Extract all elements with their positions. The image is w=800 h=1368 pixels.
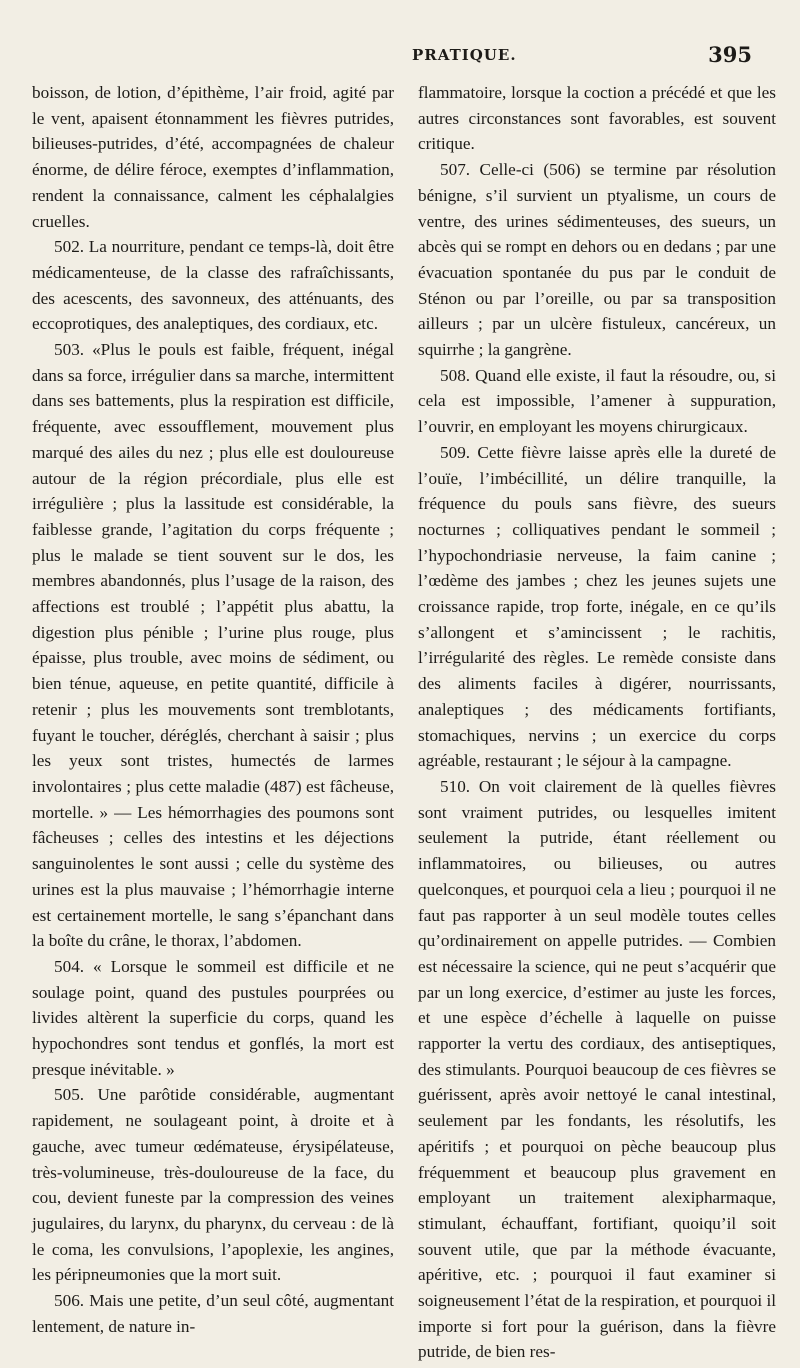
- paragraph: 509. Cette fièvre laisse après elle la dureté de l’ouïe, l’imbécillité, un délire tranquille, la fréquence du pouls sans fièvre, des sueurs nocturnes ; colliquatives pendant le sommeil ; l’hypochondriasie nerveuse, la faim canine ; l’œdème des jambes ; chez les jeunes sujets une croissance rapide, trop forte, inégale, en ce qu’ils s’allongent et s’amincissent ; le rachitis, l’irrégularité des règles. Le remède consiste dans des aliments faciles à digérer, nourrissants, analeptiques ; des médicaments fortifiants, stomachiques, nervins ; un exercice du corps agréable, restaurant ; le séjour à la campagne.: [418, 442, 776, 771]
- paragraph: 502. La nourriture, pendant ce temps-là, doit être médicamenteuse, de la classe des rafraîchissants, des acescents, des savonneux, des atténuants, des eccoprotiques, des analeptiques, des cordiaux, etc.: [32, 237, 394, 334]
- page-number: 395: [708, 42, 752, 67]
- left-column: [32, 80, 394, 1339]
- paragraph: 503. «Plus le pouls est faible, fréquent, inégal dans sa force, irrégulier dans sa marche, intermittent dans ses battements, plus la respiration est difficile, fréquente, avec essoufflement, mouvement plus marqué des ailes du nez ; plus elle est douloureuse autour de la région précordiale, plus elle est irrégulière ; plus la lassitude est considérable, la faiblesse grande, l’agitation du corps fréquente ; plus le malade se tient souvent sur le dos, les membres abandonnés, plus l’usage de la raison, des affections est troublé ; l’appétit plus abattu, la digestion plus pénible ; l’urine plus rouge, plus épaisse, plus trouble, avec moins de sédiment, ou bien ténue, aqueuse, en petite quantité, difficile à retenir ; plus les mouvements sont tremblotants, fuyant le toucher, déréglés, cherchant à saisir ; plus les yeux sont tristes, humectés de larmes involontaires ; plus cette maladie (487) est fâcheuse, mortelle. » — Les hémorrhagies des poumons sont fâcheuses ; celles des intestins et les déjections sanguinolentes le sont aussi ; celle du système des urines est la plus mauvaise ; l’hémorrhagie interne est certainement mortelle, le sang s’épanchant dans la boîte du crâne, le thorax, l’abdomen.: [32, 340, 394, 951]
- running-head: [0, 40, 800, 70]
- paragraph: 508. Quand elle existe, il faut la résoudre, ou, si cela est impossible, l’amener à suppuration, l’ouvrir, en employant les moyens chirurgicaux.: [418, 365, 776, 437]
- paragraph: 504. « Lorsque le sommeil est difficile et ne soulage point, quand des pustules pourprées ou livides altèrent la superficie du corps, quand les hypochondres sont tendus et gonflés, la mort est presque inévitable. »: [32, 956, 394, 1079]
- right-column: [418, 80, 776, 1365]
- paragraph: 510. On voit clairement de là quelles fièvres sont vraiment putrides, ou lesquelles imitent seulement la putride, étant réellement ou inflammatoires, ou bilieuses, ou autres quelconques, et pourquoi cela a lieu ; pourquoi il ne faut pas rapporter à un seul modèle toutes celles qu’ordinairement on appelle putrides. — Combien est nécessaire la science, qui ne peut s’acquérir que par un long exercice, d’estimer au juste les forces, et une espèce d’échelle à laquelle on puisse rapporter la vertu des cordiaux, des antiseptiques, des stimulants. Pourquoi beaucoup de ces fièvres se guérissent, après avoir nettoyé le canal intestinal, seulement par les fondants, les résolutifs, les apéritifs ; et pourquoi on pèche beaucoup plus fréquemment et beaucoup plus gravement en employant un traitement alexipharmaque, stimulant, échauffant, fortifiant, quoiqu’il soit souvent utile, que par la méthode évacuante, apéritive, etc. ; pourquoi il faut examiner si soigneusement l’état de la respiration, et pourquoi il importe si fort pour la guérison, dans la fièvre putride, de bien res-: [418, 776, 776, 1362]
- running-head-title: PRATIQUE.: [412, 46, 517, 64]
- paragraph: flammatoire, lorsque la coction a précédé et que les autres circonstances sont favorables, est souvent critique.: [418, 83, 776, 154]
- paragraph: boisson, de lotion, d’épithème, l’air froid, agité par le vent, apaisent étonnamment les fièvres putrides, bilieuses-putrides, d’été, accompagnées de chaleur énorme, de délire féroce, exemptes d’inflammation, rendent la connaissance, calment les céphalalgies cruelles.: [32, 83, 394, 231]
- paragraph: 507. Celle-ci (506) se termine par résolution bénigne, s’il survient un ptyalisme, un cours de ventre, des urines sédimenteuses, des sueurs, un abcès qui se rompt en dehors ou en dedans ; par une évacuation spontanée du pus par le conduit de Sténon ou par l’oreille, ou par sa transposition ailleurs ; par un ulcère fistuleux, cancéreux, un squirrhe ; la gangrène.: [418, 160, 776, 360]
- paragraph: 505. Une parôtide considérable, augmentant rapidement, ne soulageant point, à droite et à gauche, avec tumeur œdémateuse, érysipélateuse, très-volumineuse, très-douloureuse de la face, du cou, devient funeste par la compression des veines jugulaires, du larynx, du pharynx, du cerveau : de là le coma, les convulsions, l’apoplexie, les angines, les péripneumonies que la mort suit.: [32, 1085, 394, 1285]
- paragraph: 506. Mais une petite, d’un seul côté, augmentant lentement, de nature in-: [32, 1291, 394, 1336]
